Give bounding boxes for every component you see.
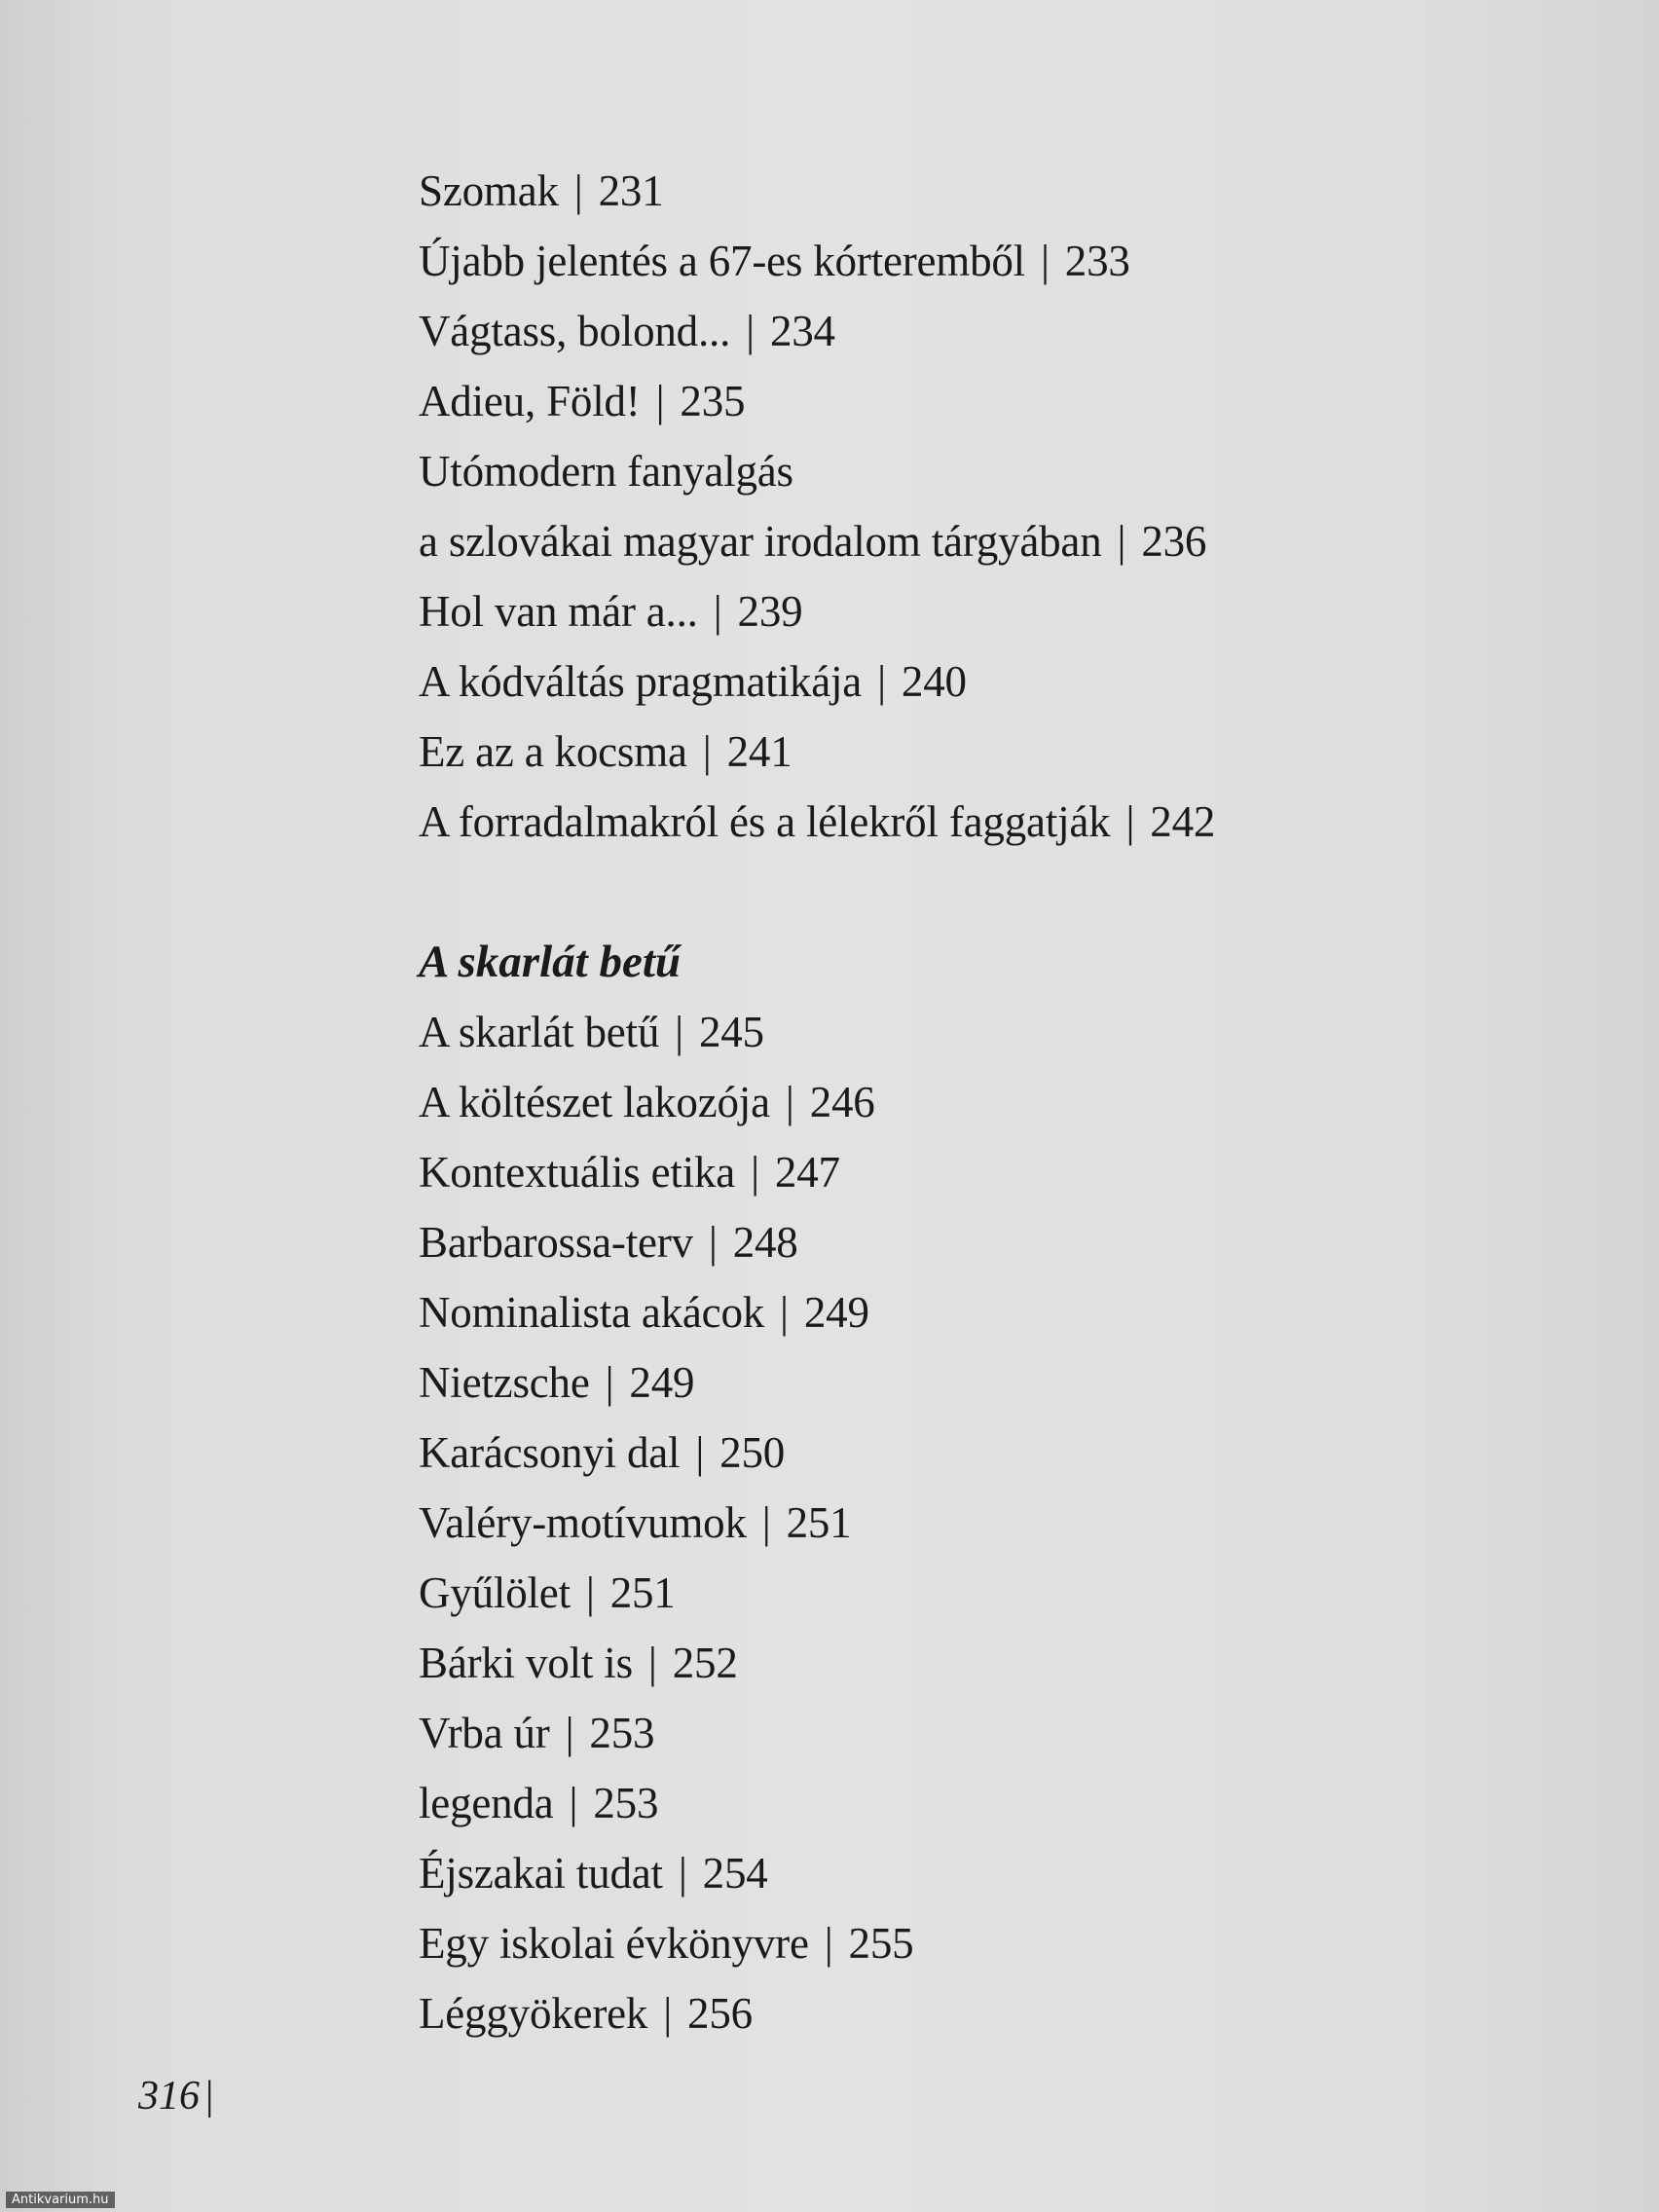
toc-entry-title: Karácsonyi dal (419, 1428, 681, 1477)
toc-entry-page: 240 (901, 657, 967, 706)
toc-entry-title: Újabb jelentés a 67-es kórteremből (419, 237, 1025, 285)
toc-separator: | (663, 1989, 673, 2038)
toc-entry-title: Kontextuális etika (419, 1148, 736, 1197)
toc-entry-page: 247 (774, 1148, 840, 1197)
toc-entry-page: 249 (803, 1288, 869, 1337)
toc-entry (419, 1908, 1441, 1978)
toc-entry (419, 1347, 1441, 1418)
toc-entry-page: 241 (726, 727, 793, 776)
toc-entry-title: A forradalmakról és a lélekről faggatják (419, 797, 1111, 846)
toc-entry (419, 717, 1441, 787)
toc-group-1 (419, 156, 1441, 857)
toc-entry (419, 156, 1441, 226)
toc-entry-page: 233 (1064, 237, 1130, 285)
toc-entry-page: 255 (848, 1919, 914, 1968)
toc-separator: | (1040, 237, 1050, 285)
toc-entry (419, 506, 1441, 576)
toc-entry-page: 251 (609, 1568, 676, 1617)
toc-entry (419, 1558, 1441, 1628)
toc-entry (419, 576, 1441, 646)
toc-entry-title: Barbarossa-terv (419, 1218, 693, 1267)
toc-entry-page: 242 (1150, 797, 1216, 846)
toc-separator: | (1125, 797, 1135, 846)
toc-entry (419, 1768, 1441, 1838)
toc-entry-page: 239 (737, 587, 803, 636)
page-number-bar: | (205, 2074, 214, 2119)
toc-entry-title: Hol van már a... (419, 587, 698, 636)
toc-entry (419, 646, 1441, 717)
toc-entry (419, 1418, 1441, 1488)
toc-entry-page: 245 (698, 1008, 764, 1056)
toc-separator: | (565, 1709, 574, 1757)
toc-separator: | (573, 166, 583, 215)
toc-entry-title: Vrba úr (419, 1709, 550, 1757)
toc-separator: | (824, 1919, 833, 1968)
toc-separator: | (647, 1639, 657, 1687)
toc-separator: | (780, 1288, 789, 1337)
toc-entry (419, 226, 1441, 296)
toc-separator: | (605, 1358, 614, 1407)
page-number-value: 316 (138, 2074, 200, 2119)
toc-entry-title: Szomak (419, 166, 559, 215)
toc-separator: | (702, 727, 712, 776)
toc-entry-title: Valéry-motívumok (419, 1498, 747, 1547)
toc-separator: | (746, 307, 755, 355)
toc-entry-title: A költészet lakozója (419, 1078, 770, 1126)
toc-entry (419, 1277, 1441, 1347)
toc-entry (419, 1838, 1441, 1908)
toc-entry-page: 231 (598, 166, 664, 215)
toc-entry-page: 251 (786, 1498, 852, 1547)
toc-entry-title: Bárki volt is (419, 1639, 633, 1687)
toc-entry-page: 252 (672, 1639, 738, 1687)
toc-entry (419, 366, 1441, 436)
toc-entry-title: Léggyökerek (419, 1989, 648, 2038)
toc-entry-page: 249 (629, 1358, 695, 1407)
toc-entry (419, 436, 1441, 506)
toc-entry (419, 1137, 1441, 1207)
toc-entry (419, 1488, 1441, 1558)
toc-separator: | (675, 1008, 683, 1056)
toc-separator: | (585, 1568, 595, 1617)
toc-separator: | (708, 1218, 718, 1267)
toc-entry-title: Utómodern fanyalgás (419, 447, 793, 496)
toc-entry-title: Adieu, Föld! (419, 377, 641, 425)
toc-entry-title: Nietzsche (419, 1358, 590, 1407)
table-of-contents (419, 156, 1441, 2048)
toc-entry (419, 1628, 1441, 1698)
toc-entry-title: legenda (419, 1779, 554, 1827)
toc-entry-page: 235 (680, 377, 746, 425)
toc-entry-title: Vágtass, bolond... (419, 307, 731, 355)
toc-group-2 (419, 997, 1441, 2048)
toc-entry (419, 997, 1441, 1067)
toc-entry-page: 246 (809, 1078, 875, 1126)
toc-entry-page: 248 (732, 1218, 798, 1267)
toc-entry-title: a szlovákai magyar irodalom tárgyában (419, 517, 1102, 566)
toc-separator: | (695, 1428, 705, 1477)
toc-entry-title: Ez az a kocsma (419, 727, 687, 776)
toc-entry (419, 1978, 1441, 2048)
toc-entry (419, 1207, 1441, 1277)
toc-separator: | (761, 1498, 771, 1547)
section-heading: A skarlát betű (419, 937, 682, 987)
toc-entry (419, 1067, 1441, 1137)
toc-separator: | (678, 1849, 687, 1898)
toc-entry-page: 250 (719, 1428, 786, 1477)
toc-separator: | (713, 587, 722, 636)
toc-entry (419, 787, 1441, 857)
toc-entry-page: 253 (593, 1779, 659, 1827)
toc-entry-page: 236 (1141, 517, 1207, 566)
toc-separator: | (655, 377, 665, 425)
toc-separator: | (569, 1779, 578, 1827)
toc-separator: | (785, 1078, 794, 1126)
toc-separator: | (877, 657, 886, 706)
toc-entry-title: Éjszakai tudat (419, 1849, 663, 1898)
toc-entry-title: Nominalista akácok (419, 1288, 765, 1337)
toc-entry-page: 253 (589, 1709, 655, 1757)
page-number (138, 2069, 213, 2123)
toc-entry (419, 296, 1441, 366)
toc-separator: | (751, 1148, 759, 1197)
toc-entry-title: A skarlát betű (419, 1008, 660, 1056)
toc-entry-title: A kódváltás pragmatikája (419, 657, 863, 706)
toc-entry-title: Egy iskolai évkönyvre (419, 1919, 809, 1968)
toc-entry (419, 1698, 1441, 1768)
toc-entry-page: 256 (687, 1989, 753, 2038)
toc-entry-title: Gyűlölet (419, 1568, 571, 1617)
toc-separator: | (1117, 517, 1126, 566)
watermark: Antikvarium.hu (6, 2192, 115, 2208)
toc-entry-page: 254 (702, 1849, 768, 1898)
toc-entry-page: 234 (769, 307, 835, 355)
